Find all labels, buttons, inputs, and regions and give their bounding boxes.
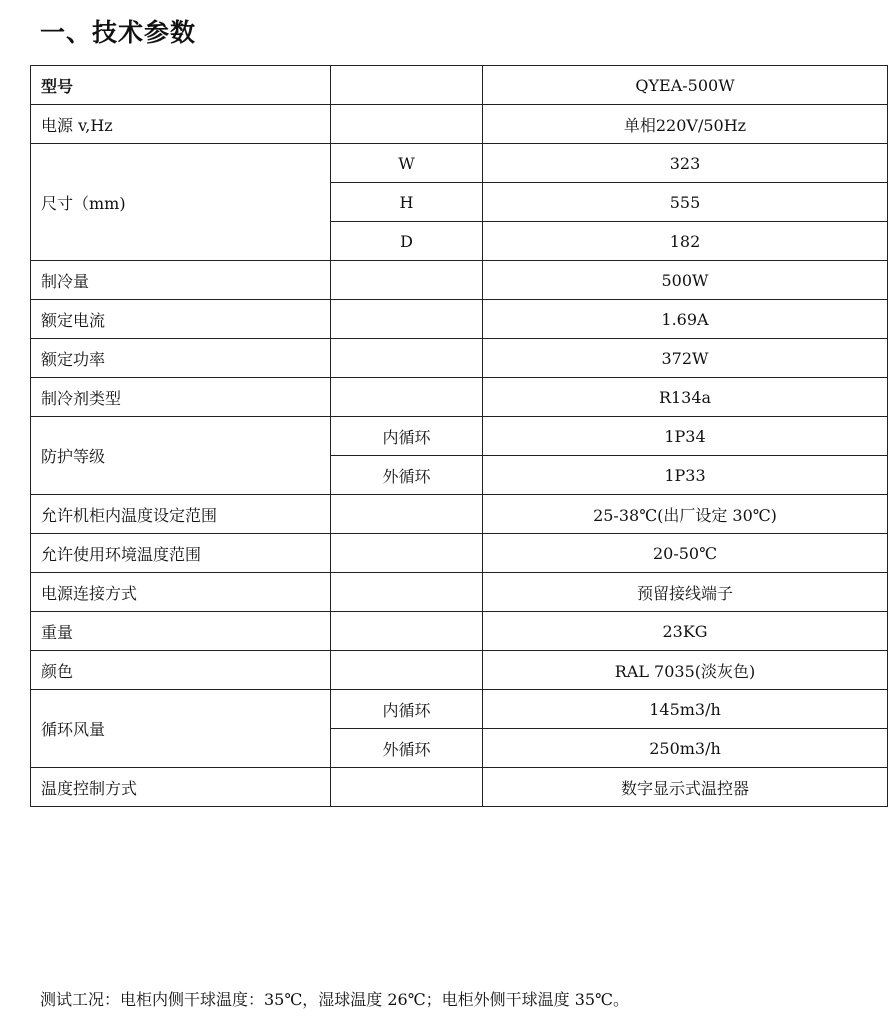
protection-inner-value: 1P34 [483, 417, 888, 456]
table-row-cooling-capacity [31, 261, 888, 300]
dimension-h-sub: H [331, 183, 483, 222]
refrigerant-label: 制冷剂类型 [31, 378, 331, 417]
airflow-label: 循环风量 [31, 690, 331, 768]
rated-current-value: 1.69A [483, 300, 888, 339]
table-row-weight [31, 612, 888, 651]
table-row-temp-control [31, 768, 888, 807]
refrigerant-value: R134a [483, 378, 888, 417]
refrigerant-sub [331, 378, 483, 417]
power-supply-sub [331, 105, 483, 144]
airflow-outer-value: 250m3/h [483, 729, 888, 768]
airflow-outer-sub: 外循环 [331, 729, 483, 768]
airflow-inner-value: 145m3/h [483, 690, 888, 729]
color-label: 颜色 [31, 651, 331, 690]
table-row-cabinet-temp [31, 495, 888, 534]
table-row-protection-inner [31, 417, 888, 456]
color-sub [331, 651, 483, 690]
ambient-temp-value: 20-50℃ [483, 534, 888, 573]
table-row-power-supply [31, 105, 888, 144]
cooling-capacity-label: 制冷量 [31, 261, 331, 300]
dimensions-label: 尺寸（mm) [31, 144, 331, 261]
cabinet-temp-value: 25-38℃(出厂设定 30℃) [483, 495, 888, 534]
protection-outer-value: 1P33 [483, 456, 888, 495]
table-row-color [31, 651, 888, 690]
rated-power-value: 372W [483, 339, 888, 378]
protection-outer-sub: 外循环 [331, 456, 483, 495]
connection-label: 电源连接方式 [31, 573, 331, 612]
temp-control-value: 数字显示式温控器 [483, 768, 888, 807]
dimension-h-value: 555 [483, 183, 888, 222]
connection-sub [331, 573, 483, 612]
test-conditions-note: 测试工况：电柜内侧干球温度：35℃，湿球温度 26℃；电柜外侧干球温度 35℃。 [40, 990, 629, 1009]
power-supply-value: 单相220V/50Hz [483, 105, 888, 144]
rated-current-label: 额定电流 [31, 300, 331, 339]
protection-label: 防护等级 [31, 417, 331, 495]
rated-power-sub [331, 339, 483, 378]
table-row-dimension-w [31, 144, 888, 183]
table-row-connection [31, 573, 888, 612]
technical-parameters-table [30, 65, 888, 807]
cabinet-temp-sub [331, 495, 483, 534]
cooling-capacity-value: 500W [483, 261, 888, 300]
rated-current-sub [331, 300, 483, 339]
dimension-d-sub: D [331, 222, 483, 261]
dimension-d-value: 182 [483, 222, 888, 261]
cooling-capacity-sub [331, 261, 483, 300]
model-sub [331, 66, 483, 105]
temp-control-sub [331, 768, 483, 807]
airflow-inner-sub: 内循环 [331, 690, 483, 729]
model-label: 型号 [31, 66, 331, 105]
table-row-model [31, 66, 888, 105]
connection-value: 预留接线端子 [483, 573, 888, 612]
section-title: 一、技术参数 [40, 18, 197, 47]
dimension-w-sub: W [331, 144, 483, 183]
dimension-w-value: 323 [483, 144, 888, 183]
ambient-temp-label: 允许使用环境温度范围 [31, 534, 331, 573]
table-row-rated-power [31, 339, 888, 378]
protection-inner-sub: 内循环 [331, 417, 483, 456]
weight-sub [331, 612, 483, 651]
table-row-rated-current [31, 300, 888, 339]
temp-control-label: 温度控制方式 [31, 768, 331, 807]
weight-label: 重量 [31, 612, 331, 651]
table-row-ambient-temp [31, 534, 888, 573]
table-row-airflow-inner [31, 690, 888, 729]
ambient-temp-sub [331, 534, 483, 573]
table-row-refrigerant [31, 378, 888, 417]
color-value: RAL 7035(淡灰色) [483, 651, 888, 690]
model-value: QYEA-500W [483, 66, 888, 105]
power-supply-label: 电源 v,Hz [31, 105, 331, 144]
rated-power-label: 额定功率 [31, 339, 331, 378]
weight-value: 23KG [483, 612, 888, 651]
cabinet-temp-label: 允许机柜内温度设定范围 [31, 495, 331, 534]
